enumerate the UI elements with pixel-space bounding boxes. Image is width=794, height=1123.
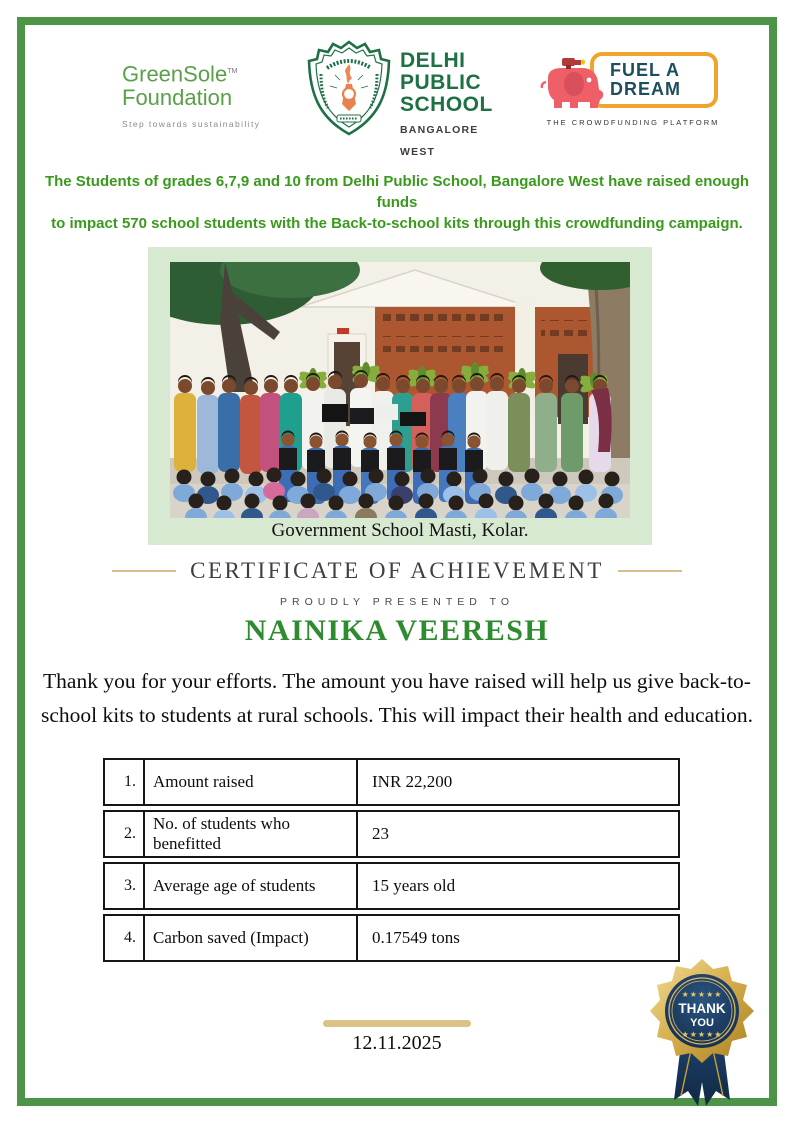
greensole-logo	[122, 60, 272, 136]
table-row	[103, 862, 680, 910]
badge-you: YOU	[690, 1017, 714, 1029]
badge-thank: THANK	[678, 1001, 726, 1016]
date-text: 12.11.2025	[352, 1032, 442, 1054]
dps-line2: PUBLIC	[400, 71, 482, 94]
body-line1: Thank you for your efforts. The amount you have raised will help us give back-to-	[43, 669, 751, 693]
photo-caption: Government School Masti, Kolar.	[271, 520, 529, 541]
presented-label: PROUDLY PRESENTED TO	[279, 596, 514, 608]
fuel-line1: FUEL A	[610, 60, 681, 80]
greensole-name: GreenSole	[122, 61, 228, 87]
dps-crest-icon	[303, 38, 395, 138]
intro-paragraph	[37, 171, 757, 234]
row-number: 4.	[105, 916, 145, 960]
recipient-name: NAINIKA VEERESH	[244, 614, 550, 647]
dps-line1: DELHI	[400, 49, 466, 72]
fueladream-logo	[538, 50, 738, 130]
thank-you-paragraph	[30, 664, 764, 732]
row-label: Average age of students	[145, 864, 358, 908]
row-value: 15 years old	[372, 876, 456, 895]
photo-panel	[148, 247, 652, 545]
row-label: Carbon saved (Impact)	[145, 916, 358, 960]
row-value: 23	[372, 824, 389, 843]
dps-logo	[303, 38, 513, 158]
row-number: 1.	[105, 760, 145, 804]
row-number: 2.	[105, 812, 145, 856]
row-number: 3.	[105, 864, 145, 908]
elephant-fuel-pump-icon	[538, 56, 608, 118]
greensole-foundation: Foundation	[122, 85, 233, 111]
dps-line3: SCHOOL	[400, 93, 493, 116]
heading-rule-left	[112, 570, 176, 572]
row-label: No. of students who benefitted	[145, 812, 358, 856]
fueladream-tagline: THE CROWDFUNDING PLATFORM	[546, 118, 720, 127]
row-value: 0.17549 tons	[372, 928, 460, 947]
trademark-symbol: TM	[227, 68, 238, 75]
table-row	[103, 810, 680, 858]
body-line2: school kits to students at rural schools. This will impact their health and education.	[41, 703, 753, 727]
greensole-tagline: Step towards sustainability	[122, 119, 261, 130]
heading-rule-right	[618, 570, 682, 572]
dps-line4: BANGALORE WEST	[400, 124, 479, 158]
badge-stars-bottom: ★★★★★	[681, 1030, 723, 1039]
row-value: INR 22,200	[372, 772, 453, 791]
intro-line1: The Students of grades 6,7,9 and 10 from Delhi Public School, Bangalore West have raised enough funds	[44, 173, 750, 211]
row-label: Amount raised	[145, 760, 358, 804]
table-row	[103, 914, 680, 962]
table-row	[103, 758, 680, 806]
certificate-heading-row	[112, 558, 682, 584]
date-rule	[323, 1020, 471, 1027]
fuel-line2: DREAM	[610, 79, 681, 99]
fueladream-frame	[590, 52, 718, 108]
badge-stars-top: ★★★★★	[681, 990, 723, 999]
intro-line2: to impact 570 school students with the Back-to-school kits through this crowdfunding campaign.	[51, 215, 743, 232]
school-group-photo	[170, 262, 630, 518]
impact-table	[103, 758, 680, 966]
certificate-heading: CERTIFICATE OF ACHIEVEMENT	[190, 558, 604, 583]
